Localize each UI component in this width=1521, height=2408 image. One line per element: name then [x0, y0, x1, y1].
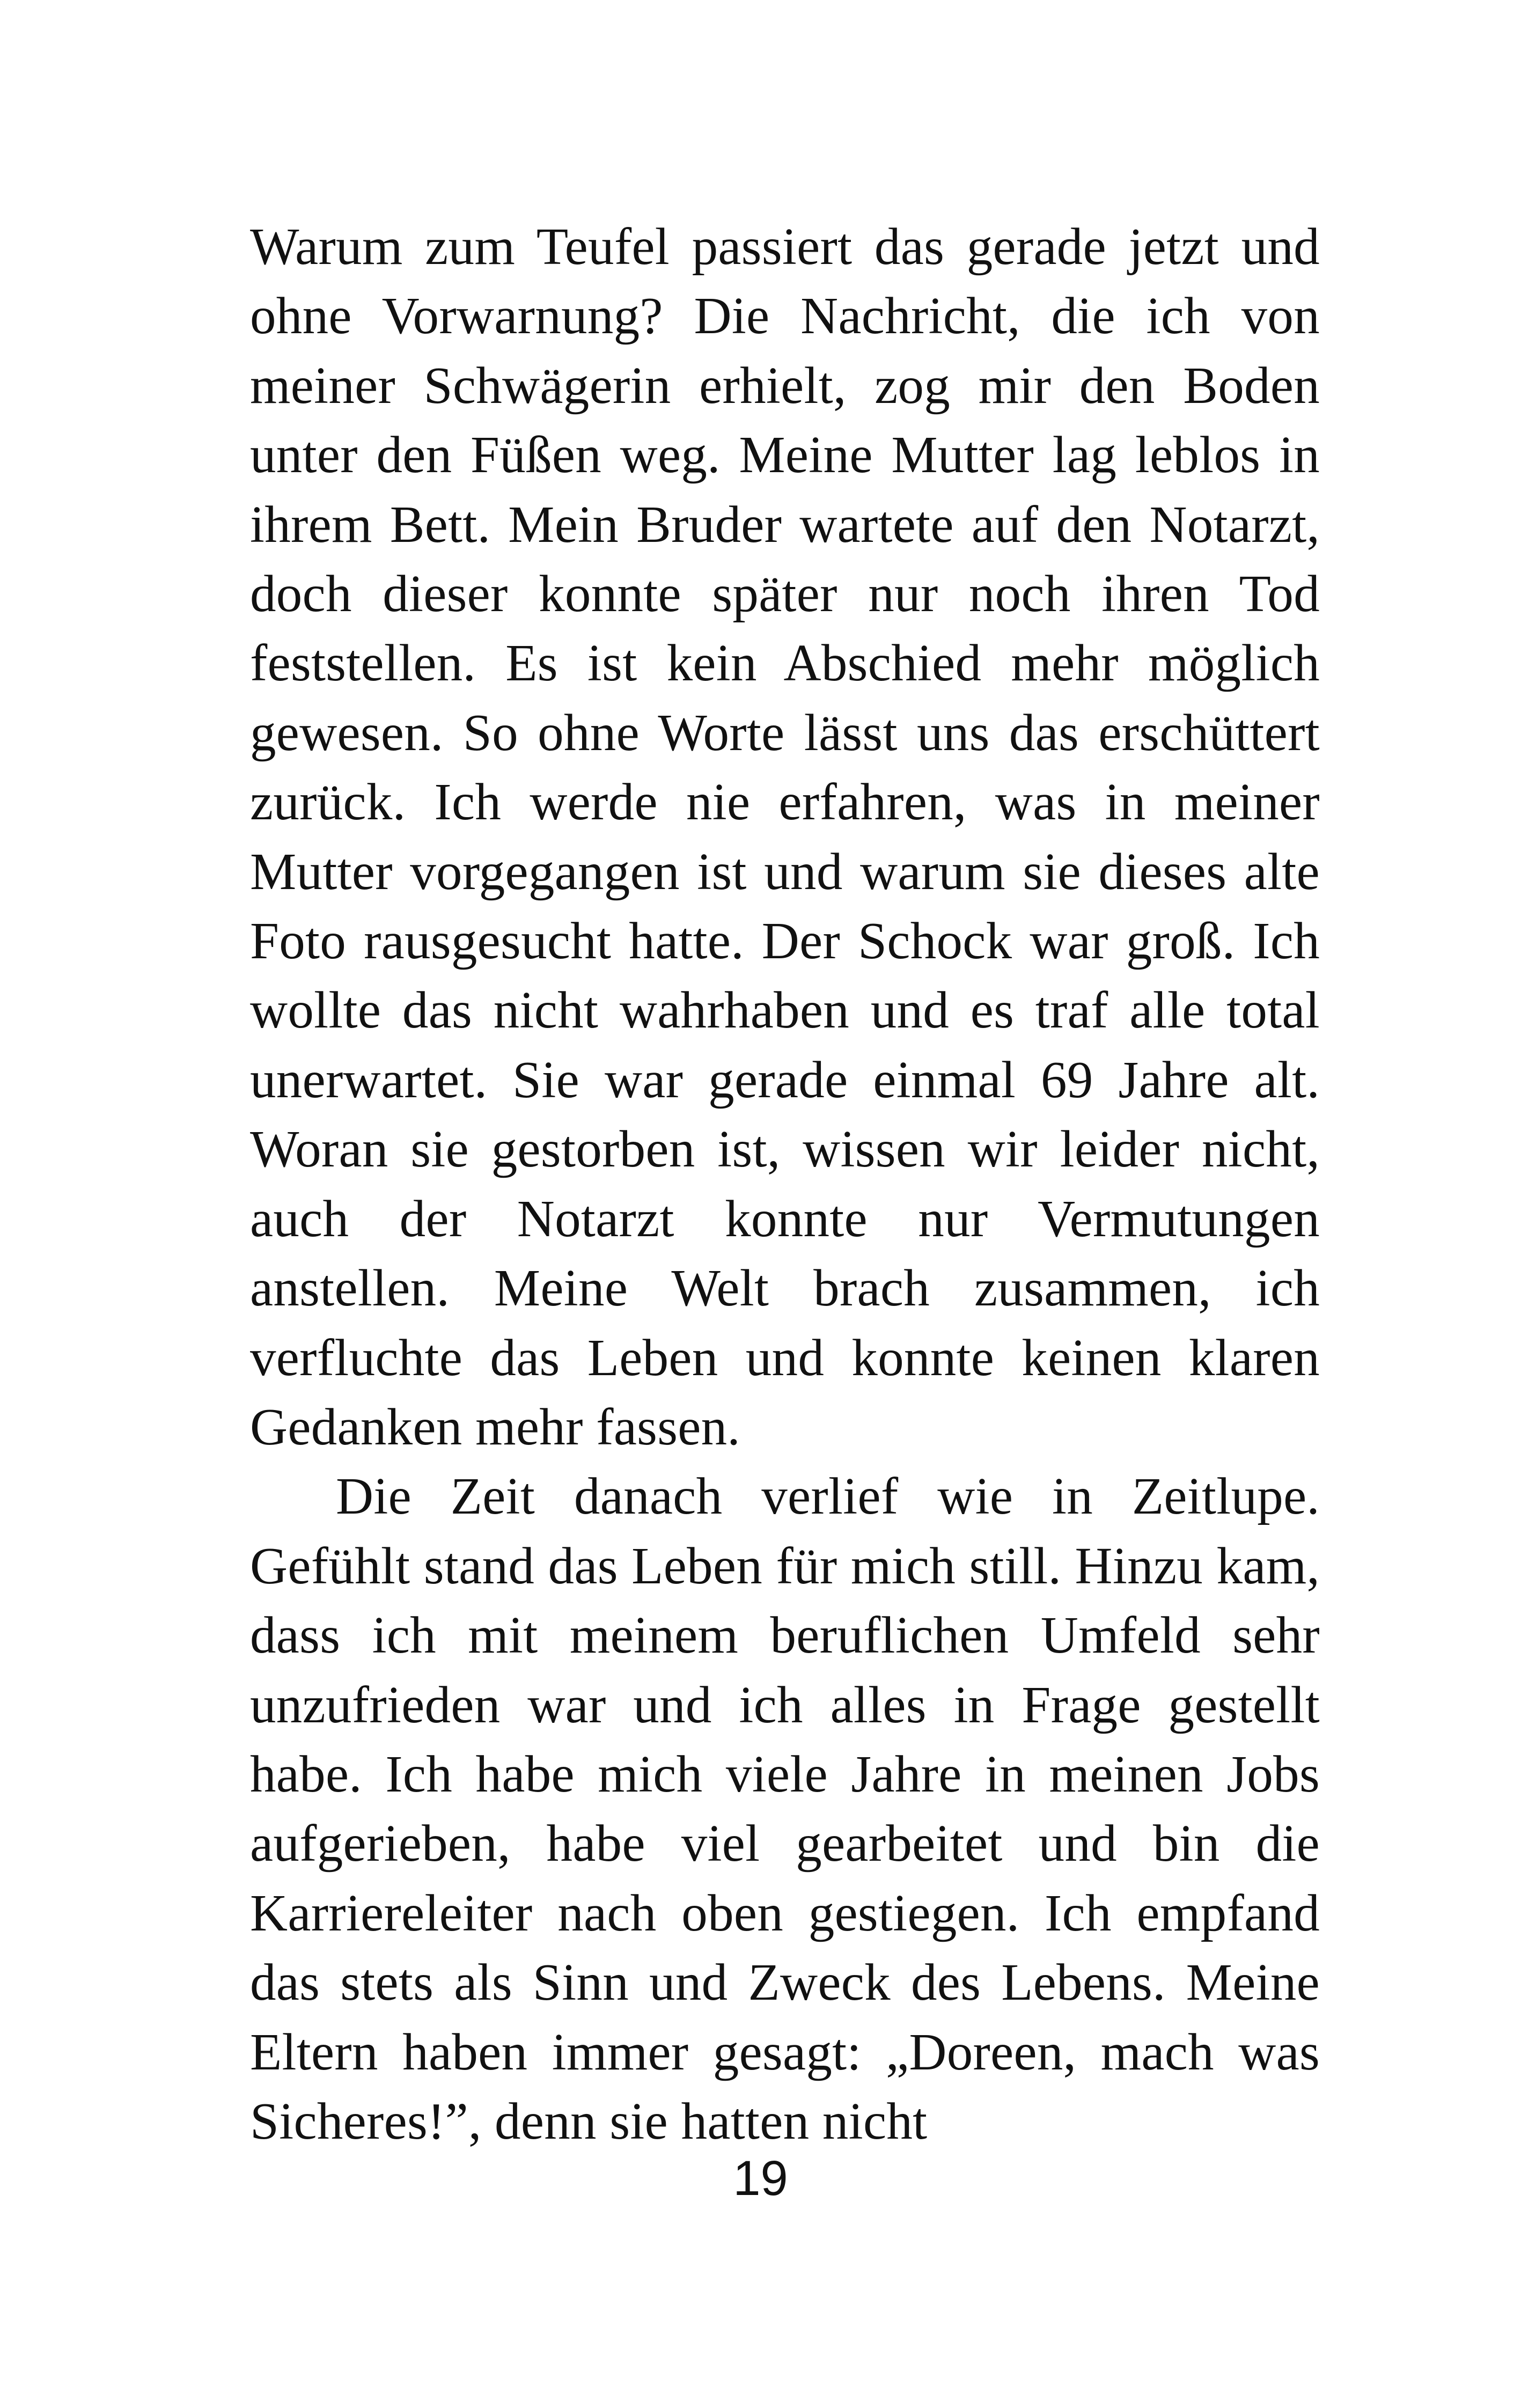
paragraph-1: Warum zum Teufel passiert das gerade jetzt und ohne Vorwarnung? Die Nachricht, die ich von meiner Schwägerin erhielt, zog mir den Boden unter den Füßen weg. Meine Mutter lag leblos in ihrem Bett. Mein Bruder wartete auf den Notarzt, doch dieser konnte später nur noch ihren Tod feststellen. Es ist kein Abschied mehr möglich gewesen. So ohne Worte lässt uns das erschüttert zurück. Ich werde nie erfahren, was in meiner Mutter vorgegangen ist und warum sie dieses alte Foto rausgesucht hatte. Der Schock war groß. Ich wollte das nicht wahrhaben und es traf alle total unerwartet. Sie war gerade einmal 69 Jahre alt. Woran sie gestorben ist, wissen wir leider nicht, auch der Notarzt konnte nur Vermutungen anstellen. Meine Welt brach zusammen, ich verfluchte das Leben und konnte keinen klaren Gedanken mehr fassen. [250, 218, 1320, 1456]
body-text [250, 212, 1320, 2156]
paragraph-2: Die Zeit danach verlief wie in Zeitlupe. Gefühlt stand das Leben für mich still. Hinzu kam, dass ich mit meinem beruflichen Umfeld sehr unzufrieden war und ich alles in Frage gestellt habe. Ich habe mich viele Jahre in meinen Jobs aufgerieben, habe viel gearbeitet und bin die Karriereleiter nach oben gestiegen. Ich empfand das stets als Sinn und Zweck des Lebens. Meine Eltern haben immer gesagt: „Doreen, mach was Sicheres!”, denn sie hatten nicht [250, 1467, 1320, 2150]
page-number: 19 [733, 2151, 788, 2206]
